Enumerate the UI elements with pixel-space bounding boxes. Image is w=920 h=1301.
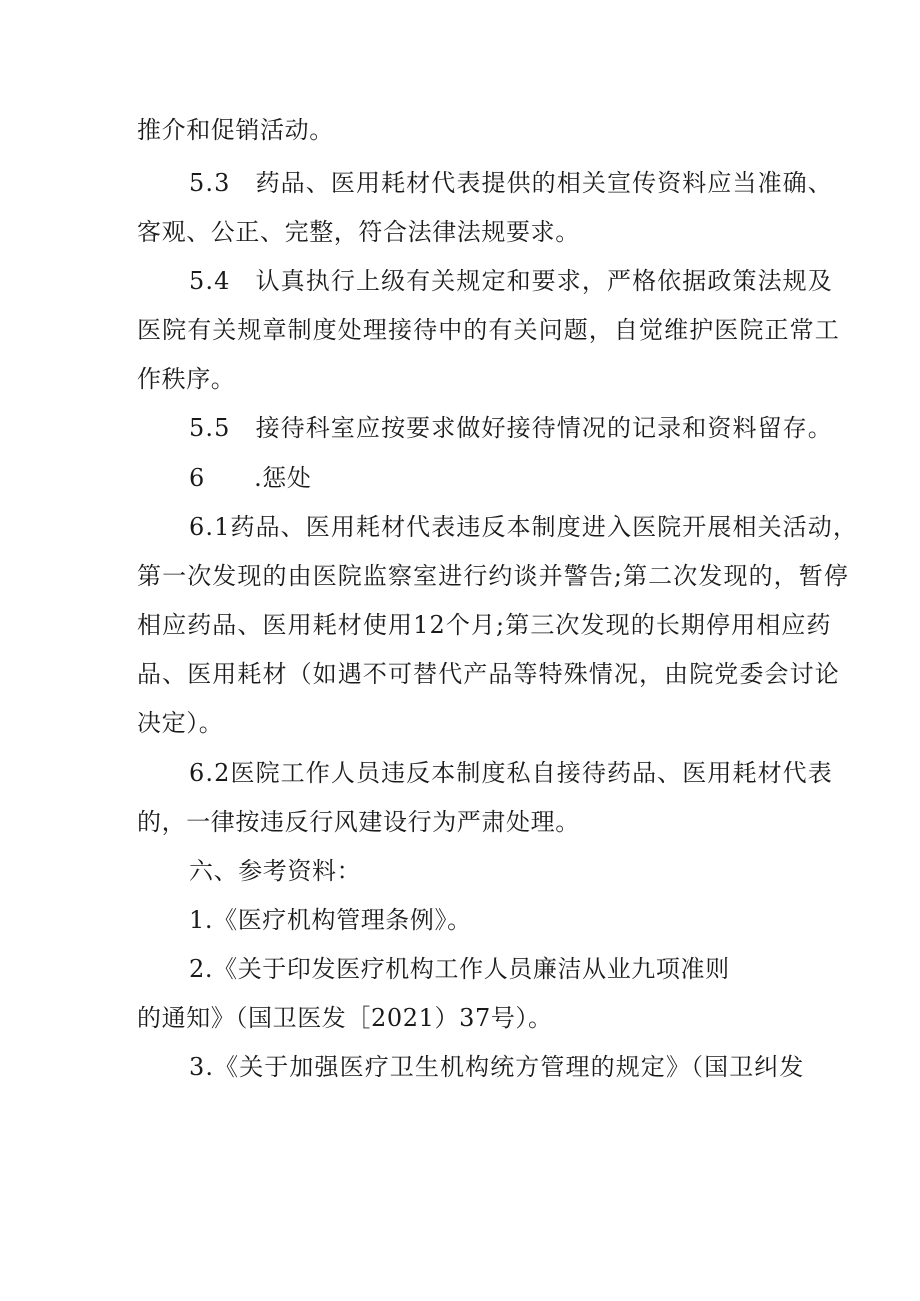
text-line-4: 5.4 认真执行上级有关规定和要求，严格依据政策法规及 <box>189 267 833 295</box>
text-line-17: 1.《医疗机构管理条例》。 <box>189 906 472 934</box>
text-line-15: 的，一律按违反行风建设行为严肃处理。 <box>137 808 580 836</box>
text-line-11: 相应药品、医用耗材使用12个月;第三次发现的长期停用相应药 <box>137 611 832 639</box>
text-line-5: 医院有关规章制度处理接待中的有关问题，自觉维护医院正常工 <box>137 316 840 344</box>
text-line-19: 的通知》（国卫医发［2021）37号）。 <box>137 1004 553 1032</box>
text-line-1: 推介和促销活动。 <box>137 116 334 144</box>
text-line-10: 第一次发现的由医院监察室进行约谈并警告;第二次发现的，暂停 <box>137 562 849 590</box>
text-line-6: 作秩序。 <box>137 365 236 393</box>
text-line-8: 6 .惩处 <box>189 464 312 492</box>
text-line-18: 2.《关于印发医疗机构工作人员廉洁从业九项准则 <box>189 955 730 983</box>
text-line-13: 决定）。 <box>137 709 224 737</box>
text-line-9: 6.1药品、医用耗材代表违反本制度进入医院开展相关活动， <box>189 513 858 541</box>
text-line-20: 3.《关于加强医疗卫生机构统方管理的规定》（国卫纠发 <box>189 1053 805 1081</box>
text-line-7: 5.5 接待科室应按要求做好接待情况的记录和资料留存。 <box>189 414 833 442</box>
text-line-12: 品、医用耗材（如遇不可替代产品等特殊情况，由院党委会讨论 <box>137 660 840 688</box>
text-line-14: 6.2医院工作人员违反本制度私自接待药品、医用耗材代表 <box>189 759 833 787</box>
text-line-16: 六、参考资料： <box>189 857 362 885</box>
text-line-3: 客观、公正、完整，符合法律法规要求。 <box>137 218 580 246</box>
text-line-2: 5.3 药品、医用耗材代表提供的相关宣传资料应当准确、 <box>189 169 833 197</box>
